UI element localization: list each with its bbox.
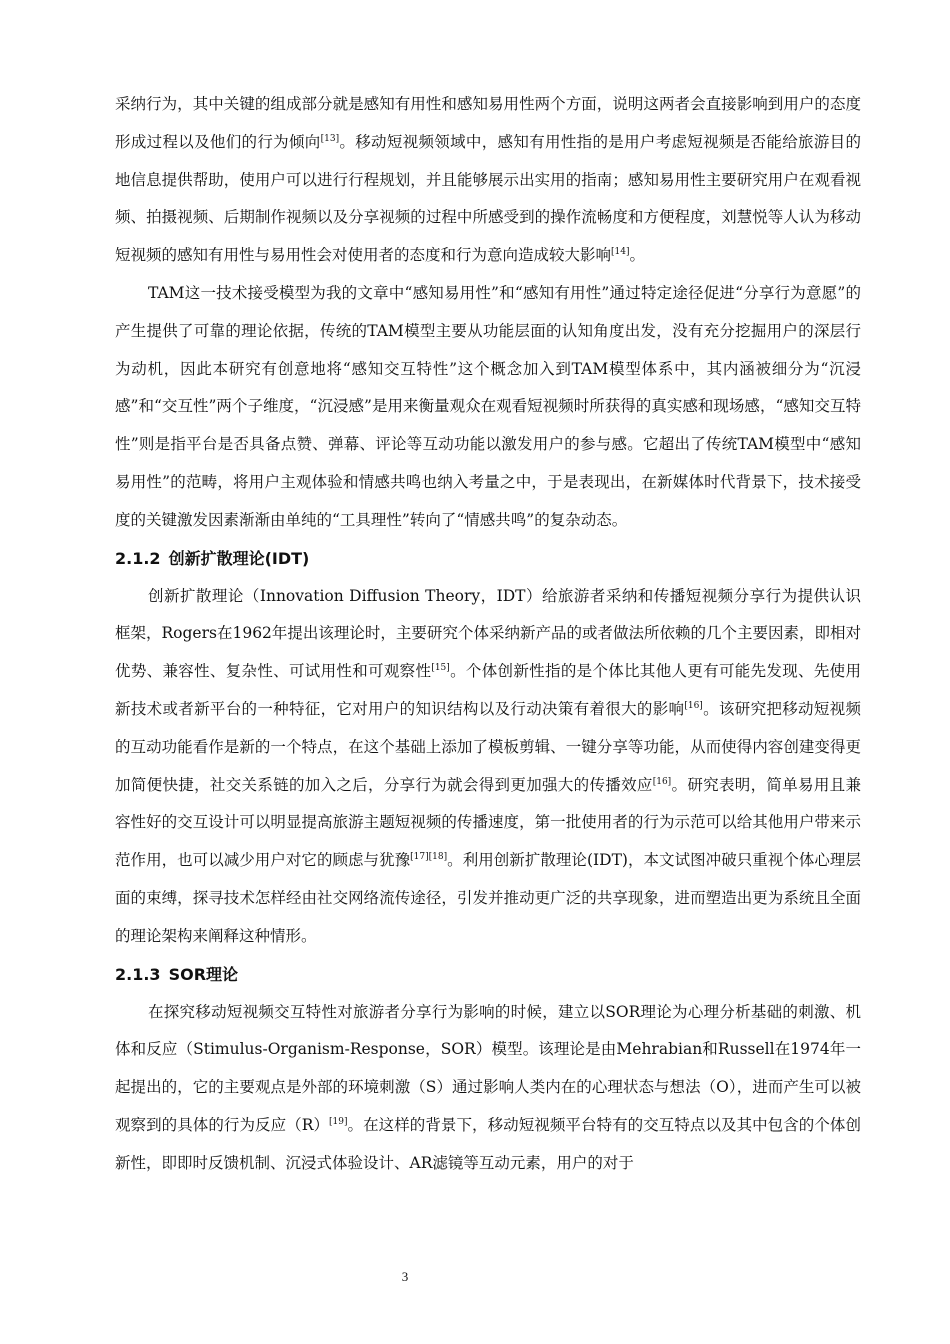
section-number: 2.1.2 bbox=[115, 548, 161, 568]
paragraph-tam-extension: TAM这一技术接受模型为我的文章中“感知易用性”和“感知有用性”通过特定途径促进“分享行为意愿”的产生提供了可靠的理论依据，传统的TAM模型主要从功能层面的认知角度出发，没有充分挖掘用户的深层行为动机，因此本研究有创意地将“感知交互特性”这个概念加入到TAM模型体系中，其内涵被细分为“沉浸感”和“交互性”两个子维度，“沉浸感”是用来衡量观众在观看短视频时所获得的真实感和现场感，“感知交互特性”则是指平台是否具备点赞、弹幕、评论等互动功能以激发用户的参与感。它超出了传统TAM模型中“感知易用性”的范畴，将用户主观体验和情感共鸣也纳入考量之中，于是表现出，在新媒体时代背景下，技术接受度的关键激发因素渐渐由单纯的“工具理性”转向了“情感共鸣”的复杂动态。 bbox=[115, 283, 861, 529]
page-number: 3 bbox=[401, 1269, 409, 1284]
citation-marker: [18] bbox=[428, 851, 448, 862]
citation-marker: [16] bbox=[652, 776, 672, 787]
section-heading-2-1-3 bbox=[115, 956, 861, 994]
paragraph-tam-definitions: 采纳行为，其中关键的组成部分就是感知有用性和感知易用性两个方面，说明这两者会直接影响到用户的态度形成过程以及他们的行为倾向[13]。移动短视频领域中，感知有用性指的是用户考虑短视频是否能给旅游目的地信息提供帮助，使用户可以进行行程规划，并且能够展示出实用的指南；感知易用性主要研究用户在观看视频、拍摄视频、后期制作视频以及分享视频的过程中所感受到的操作流畅度和方便程度，刘慧悦等人认为移动短视频的感知有用性与易用性会对使用者的态度和行为意向造成较大影响[14]。 bbox=[115, 95, 861, 265]
citation-marker: [19] bbox=[329, 1116, 348, 1127]
citation-marker: [15] bbox=[431, 663, 450, 673]
section-title: 创新扩散理论(IDT) bbox=[168, 548, 310, 568]
page-content bbox=[115, 86, 861, 1183]
section-title: SOR理论 bbox=[168, 964, 239, 984]
section-number: 2.1.3 bbox=[115, 964, 161, 984]
citation-marker: [13] bbox=[320, 133, 340, 144]
citation-marker: [17] bbox=[410, 851, 429, 862]
paragraph-idt: 创新扩散理论（Innovation Diffusion Theory，IDT）给旅游者采纳和传播短视频分享行为提供认识框架，Rogers在1962年提出该理论时，主要研究个体采纳新产品的或者做法所依赖的几个主要因素，即相对优势、兼容性、复杂性、可试用性和可观察性[15]。个体创新性指的是个体比其他人更有可能先发现、先使用新技术或者新平台的一种特征，它对用户的知识结构以及行动决策有着很大的影响[16]。该研究把移动短视频的互动功能看作是新的一个特点，在这个基础上添加了模板剪辑、一键分享等功能，从而使得内容创建变得更加简便快捷，社交关系链的加入之后，分享行为就会得到更加强大的传播效应[16]。研究表明，简单易用且兼容性好的交互设计可以明显提高旅游主题短视频的传播速度，第一批使用者的行为示范可以给其他用户带来示范作用，也可以减少用户对它的顾虑与犹豫[17][18]。利用创新扩散理论(IDT)，本文试图冲破只重视个体心理层面的束缚，探寻技术怎样经由社交网络流传途径，引发并推动更广泛的共享现象，进而塑造出更为系统且全面的理论架构来阐释这种情形。 bbox=[115, 586, 861, 945]
section-heading-2-1-2 bbox=[115, 540, 861, 578]
paragraph-sor: 在探究移动短视频交互特性对旅游者分享行为影响的时候，建立以SOR理论为心理分析基础的刺激、机体和反应（Stimulus-Organism-Response，SOR）模型。该理论是由Mehrabian和Russell在1974年一起提出的，它的主要观点是外部的环境刺激（S）通过影响人类内在的心理状态与想法（O），进而产生可以被观察到的具体的行为反应（R）[19]。在这样的背景下，移动短视频平台特有的交互特点以及其中包含的个体创新性，即即时反馈机制、沉浸式体验设计、AR滤镜等互动元素，用户的对于 bbox=[115, 1002, 861, 1172]
citation-marker: [14] bbox=[611, 247, 630, 258]
citation-marker: [16] bbox=[684, 700, 703, 711]
